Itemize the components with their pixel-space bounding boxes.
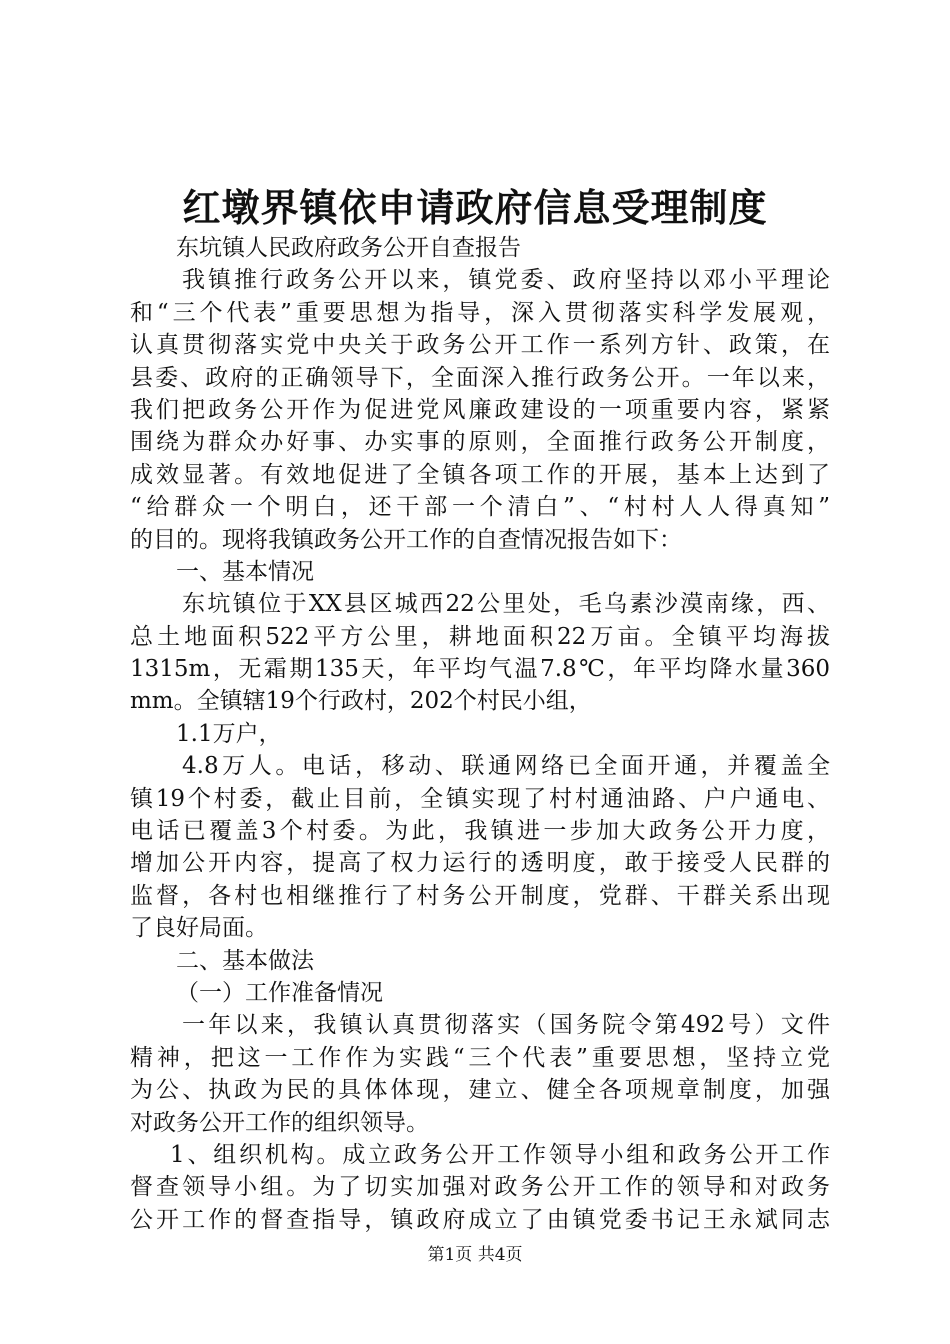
page-footer: 第1页 共4页 <box>427 1245 523 1265</box>
text-line: 一年以来，我镇认真贯彻落实（国务院令第492号）文件 <box>182 1012 830 1039</box>
text-line: 督查领导小组。为了切实加强对政务公开工作的领导和对政务 <box>130 1174 830 1201</box>
text-line: 对政务公开工作的组织领导。 <box>130 1109 429 1136</box>
text-line: 公开工作的督查指导，镇政府成立了由镇党委书记王永斌同志 <box>130 1206 830 1233</box>
text-line: 为公、执政为民的具体体现，建立、健全各项规章制度，加强 <box>130 1077 830 1104</box>
text-line: 围绕为群众办好事、办实事的原则，全面推行政务公开制度， <box>130 429 830 456</box>
text-line: 我们把政务公开作为促进党风廉政建设的一项重要内容，紧紧 <box>130 396 830 423</box>
text-line: 成效显著。有效地促进了全镇各项工作的开展，基本上达到了 <box>130 461 830 488</box>
text-line: 二、基本做法 <box>176 947 314 974</box>
text-line: 4.8万人。电话，移动、联通网络已全面开通，并覆盖全 <box>182 753 830 780</box>
text-line: （一）工作准备情况 <box>176 979 383 1006</box>
document-body <box>130 232 830 1236</box>
text-line: 东坑镇位于XX县区城西22公里处，毛乌素沙漠南缘，西、 <box>182 591 830 618</box>
text-line: 东坑镇人民政府政务公开自查报告 <box>176 235 521 261</box>
text-line: 总土地面积522平方公里，耕地面积22万亩。全镇平均海拔 <box>130 623 830 650</box>
text-line: 的目的。现将我镇政务公开工作的自查情况报告如下： <box>130 526 682 553</box>
text-line: 我镇推行政务公开以来，镇党委、政府坚持以邓小平理论 <box>182 267 830 294</box>
document-title: 红墩界镇依申请政府信息受理制度 <box>182 185 768 230</box>
text-line: 县委、政府的正确领导下，全面深入推行政务公开。一年以来， <box>130 364 830 391</box>
text-line: 1.1万户， <box>176 720 282 747</box>
text-line: 一、基本情况 <box>176 558 314 585</box>
text-line: 监督，各村也相继推行了村务公开制度，党群、干群关系出现 <box>130 882 830 909</box>
text-line: 认真贯彻落实党中央关于政务公开工作一系列方针、政策，在 <box>130 332 830 359</box>
text-line: mm。全镇辖19个行政村，202个村民小组， <box>130 688 592 715</box>
text-line: 1、组织机构。成立政务公开工作领导小组和政务公开工作 <box>170 1141 830 1168</box>
text-line: 电话已覆盖3个村委。为此，我镇进一步加大政务公开力度， <box>130 818 830 845</box>
text-line: “给群众一个明白，还干部一个清白”、“村村人人得真知” <box>130 494 830 521</box>
text-line: 镇19个村委，截止目前，全镇实现了村村通油路、户户通电、 <box>130 785 830 812</box>
text-line: 了良好局面。 <box>130 915 268 942</box>
text-line: 和“三个代表”重要思想为指导，深入贯彻落实科学发展观， <box>130 299 830 326</box>
text-line: 1315m，无霜期135天，年平均气温7.8℃，年平均降水量360 <box>130 656 830 683</box>
text-line: 增加公开内容，提高了权力运行的透明度，敢于接受人民群的 <box>130 850 830 877</box>
text-line: 精神，把这一工作作为实践“三个代表”重要思想，坚持立党 <box>130 1044 830 1071</box>
